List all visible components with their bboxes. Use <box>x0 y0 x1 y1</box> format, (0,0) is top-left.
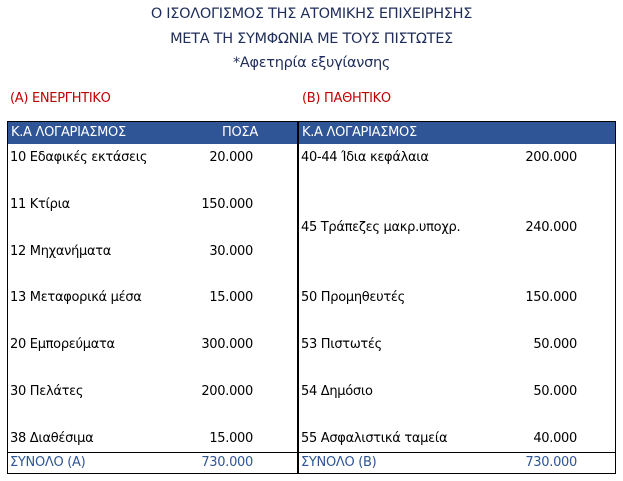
asset-row-account: 20 Εμπορεύματα <box>10 337 115 352</box>
asset-row-amount: 30.000 <box>209 244 253 259</box>
liability-row-account: 53 Πιστωτές <box>301 337 382 352</box>
asset-row-amount: 150.000 <box>201 197 253 212</box>
liability-row-amount: 150.000 <box>525 290 577 305</box>
liabilities-header <box>299 122 615 144</box>
liabilities-section-label: (Β) ΠΑΘΗΤΙΚΟ <box>302 91 391 106</box>
asset-row-account: 12 Μηχανήματα <box>10 244 112 259</box>
liability-row-account: 45 Τράπεζες μακρ.υποχρ. <box>301 220 461 235</box>
liability-row-amount: 200.000 <box>525 150 577 165</box>
title-line-2: ΜΕΤΑ ΤΗ ΣΥΜΦΩΝΙΑ ΜΕ ΤΟΥΣ ΠΙΣΤΩΤΕΣ <box>170 31 453 47</box>
liability-row-account: 54 Δημόσιο <box>301 384 373 399</box>
liability-row-amount: 50.000 <box>533 337 577 352</box>
assets-total-label: ΣΥΝΟΛΟ (Α) <box>10 455 86 470</box>
assets-header-amount: ΠΟΣΑ <box>222 125 258 140</box>
asset-row-amount: 20.000 <box>209 150 253 165</box>
asset-row-account: 38 Διαθέσιμα <box>10 431 94 446</box>
liabilities-total-label: ΣΥΝΟΛΟ (Β) <box>301 455 377 470</box>
assets-header <box>8 122 298 144</box>
liability-row-account: 40-44 Ίδια κεφάλαια <box>301 150 429 165</box>
asset-row-account: 30 Πελάτες <box>10 384 84 399</box>
asset-row-amount: 300.000 <box>201 337 253 352</box>
liability-row-amount: 50.000 <box>533 384 577 399</box>
asset-row-account: 13 Μεταφορικά μέσα <box>10 290 142 305</box>
balance-sheet-table <box>7 121 616 474</box>
liability-row-amount: 40.000 <box>533 431 577 446</box>
liability-row-amount: 240.000 <box>525 220 577 235</box>
asset-row-amount: 15.000 <box>209 431 253 446</box>
title-line-1: Ο ΙΣΟΛΟΓΙΣΜΟΣ ΤΗΣ ΑΤΟΜΙΚΗΣ ΕΠΙΧΕΙΡΗΣΗΣ <box>150 6 473 22</box>
asset-row-amount: 15.000 <box>209 290 253 305</box>
assets-header-account: Κ.Α ΛΟΓΑΡΙΑΣΜΟΣ <box>11 125 126 140</box>
total-row-border <box>8 452 615 453</box>
asset-row-account: 10 Εδαφικές εκτάσεις <box>10 150 148 165</box>
asset-row-account: 11 Κτίρια <box>10 197 70 212</box>
asset-row-amount: 200.000 <box>201 384 253 399</box>
title-subtitle: *Αφετηρία εξυγίανσης <box>232 55 391 71</box>
column-divider <box>297 122 299 473</box>
liabilities-total-amount: 730.000 <box>525 455 577 470</box>
liabilities-header-account: Κ.Α ΛΟΓΑΡΙΑΣΜΟΣ <box>302 125 417 140</box>
liability-row-account: 55 Ασφαλιστικά ταμεία <box>301 431 448 446</box>
assets-total-amount: 730.000 <box>201 455 253 470</box>
liability-row-account: 50 Προμηθευτές <box>301 290 405 305</box>
assets-section-label: (Α) ΕΝΕΡΓΗΤΙΚΟ <box>10 91 111 106</box>
